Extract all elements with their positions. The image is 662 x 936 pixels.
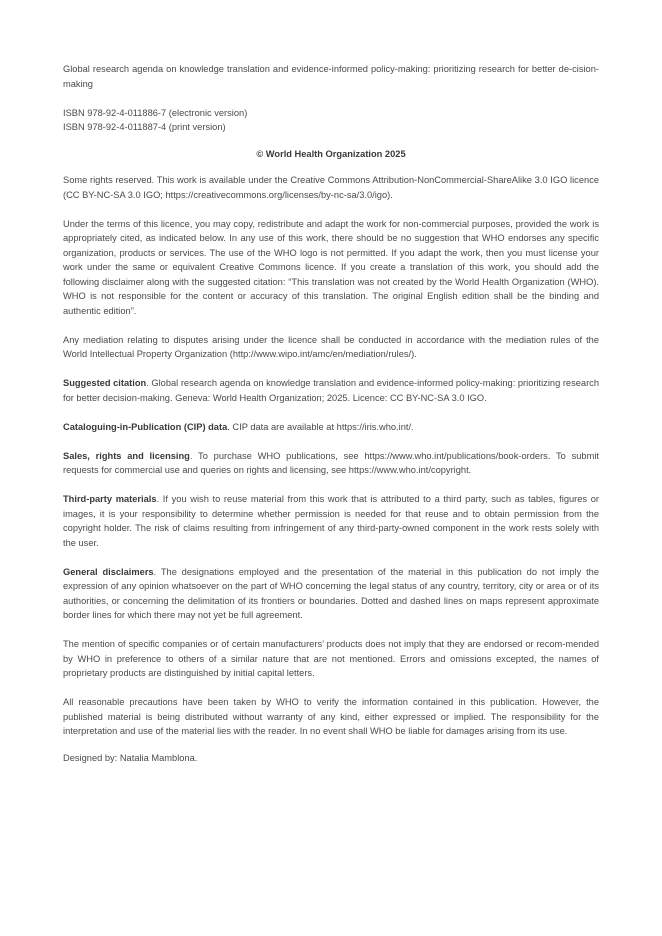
rights-paragraph: Some rights reserved. This work is available under the Creative Commons Attribution-NonCommercial-ShareAlike 3.0 IGO licence (CC BY-NC-SA 3.0 IGO; https://creativecommons.org/licenses/by-nc-sa/3.0/igo). bbox=[63, 175, 599, 200]
third-party-label: Third-party materials bbox=[63, 494, 157, 504]
licence-terms-paragraph: Under the terms of this licence, you may copy, redistribute and adapt the work for non-commercial purposes, provided the work is appropriately cited, as indicated below. In any use of this work, there should be no suggestion that WHO endorses any specific organization, products or services. The use of the WHO logo is not permitted. If you adapt the work, then you must license your work under the same or equivalent Creative Commons licence. If you create a translation of this work, you should add the following disclaimer along with the suggested citation: “This translation was not created by the World Health Organization (WHO). WHO is not responsible for the content or accuracy of this translation. The original English edition shall be the binding and authentic edition”. bbox=[63, 218, 599, 316]
copyright-notice: © World Health Organization 2025 bbox=[256, 148, 406, 159]
designer-credit: Designed by: Natalia Mamblona. bbox=[63, 752, 198, 763]
suggested-citation-text: . Global research agenda on knowledge translation and evidence-informed policy-making: prioritizing research for better decision-making. Geneva: World Health Organization; 2025. Licence: CC BY-NC-SA 3.0 IGO. bbox=[63, 378, 599, 403]
cip-label: Cataloguing-in-Publication (CIP) data bbox=[63, 421, 228, 432]
general-disclaimers-label: General disclaimers bbox=[63, 566, 154, 577]
third-party-paragraph bbox=[63, 492, 599, 550]
sales-label: Sales, rights and licensing bbox=[63, 450, 190, 461]
suggested-citation-paragraph bbox=[63, 376, 599, 405]
isbn-electronic: ISBN 978-92-4-011886-7 (electronic version) bbox=[63, 107, 248, 118]
isbn-print: ISBN 978-92-4-011887-4 (print version) bbox=[63, 122, 226, 132]
general-disclaimers-text: . The designations employed and the presentation of the material in this publication do not imply the expression of any opinion whatsoever on the part of WHO concerning the legal status of any country, territory, city or area or of its authorities, or concerning the delimitation of its frontiers or boundaries. Dotted and dashed lines on maps represent approximate border lines for which there may not yet be full agreement. bbox=[63, 566, 599, 620]
copyright-page bbox=[63, 62, 599, 765]
publication-title: Global research agenda on knowledge translation and evidence-informed policy-making: prioritizing research for better de-cision-making bbox=[63, 64, 599, 89]
cip-paragraph bbox=[63, 420, 599, 435]
sales-text: . To purchase WHO publications, see https://www.who.int/publications/book-orders. To submit requests for commercial use and queries on rights and licensing, see https://www.who.int/copyright. bbox=[63, 450, 599, 475]
mediation-paragraph: Any mediation relating to disputes arising under the licence shall be conducted in accordance with the mediation rules of the World Intellectual Property Organization (http://www.wipo.int/amc/en/mediation/rules/). bbox=[63, 334, 599, 359]
precautions-paragraph: All reasonable precautions have been taken by WHO to verify the information contained in this publication. However, the published material is being distributed without warranty of any kind, either expressed or implied. The responsibility for the interpretation and use of the material lies with the reader. In no event shall WHO be liable for damages arising from its use. bbox=[63, 697, 599, 736]
suggested-citation-label: Suggested citation bbox=[63, 378, 147, 388]
sales-paragraph bbox=[63, 449, 599, 478]
cip-text: . CIP data are available at https://iris.who.int/. bbox=[227, 421, 414, 432]
third-party-text: . If you wish to reuse material from this work that is attributed to a third party, such as tables, figures or images, it is your responsibility to determine whether permission is needed for that reuse and to obtain permission from the copyright holder. The risk of claims resulting from infringement of any third-party-owned component in the work rests solely with the user. bbox=[63, 494, 600, 548]
companies-paragraph: The mention of specific companies or of certain manufacturers’ products does not imply that they are endorsed or recom-mended by WHO in preference to others of a similar nature that are not mentioned. Errors and omissions excepted, the names of proprietary products are distinguished by initial capital letters. bbox=[63, 639, 599, 678]
general-disclaimers-paragraph bbox=[63, 565, 599, 623]
